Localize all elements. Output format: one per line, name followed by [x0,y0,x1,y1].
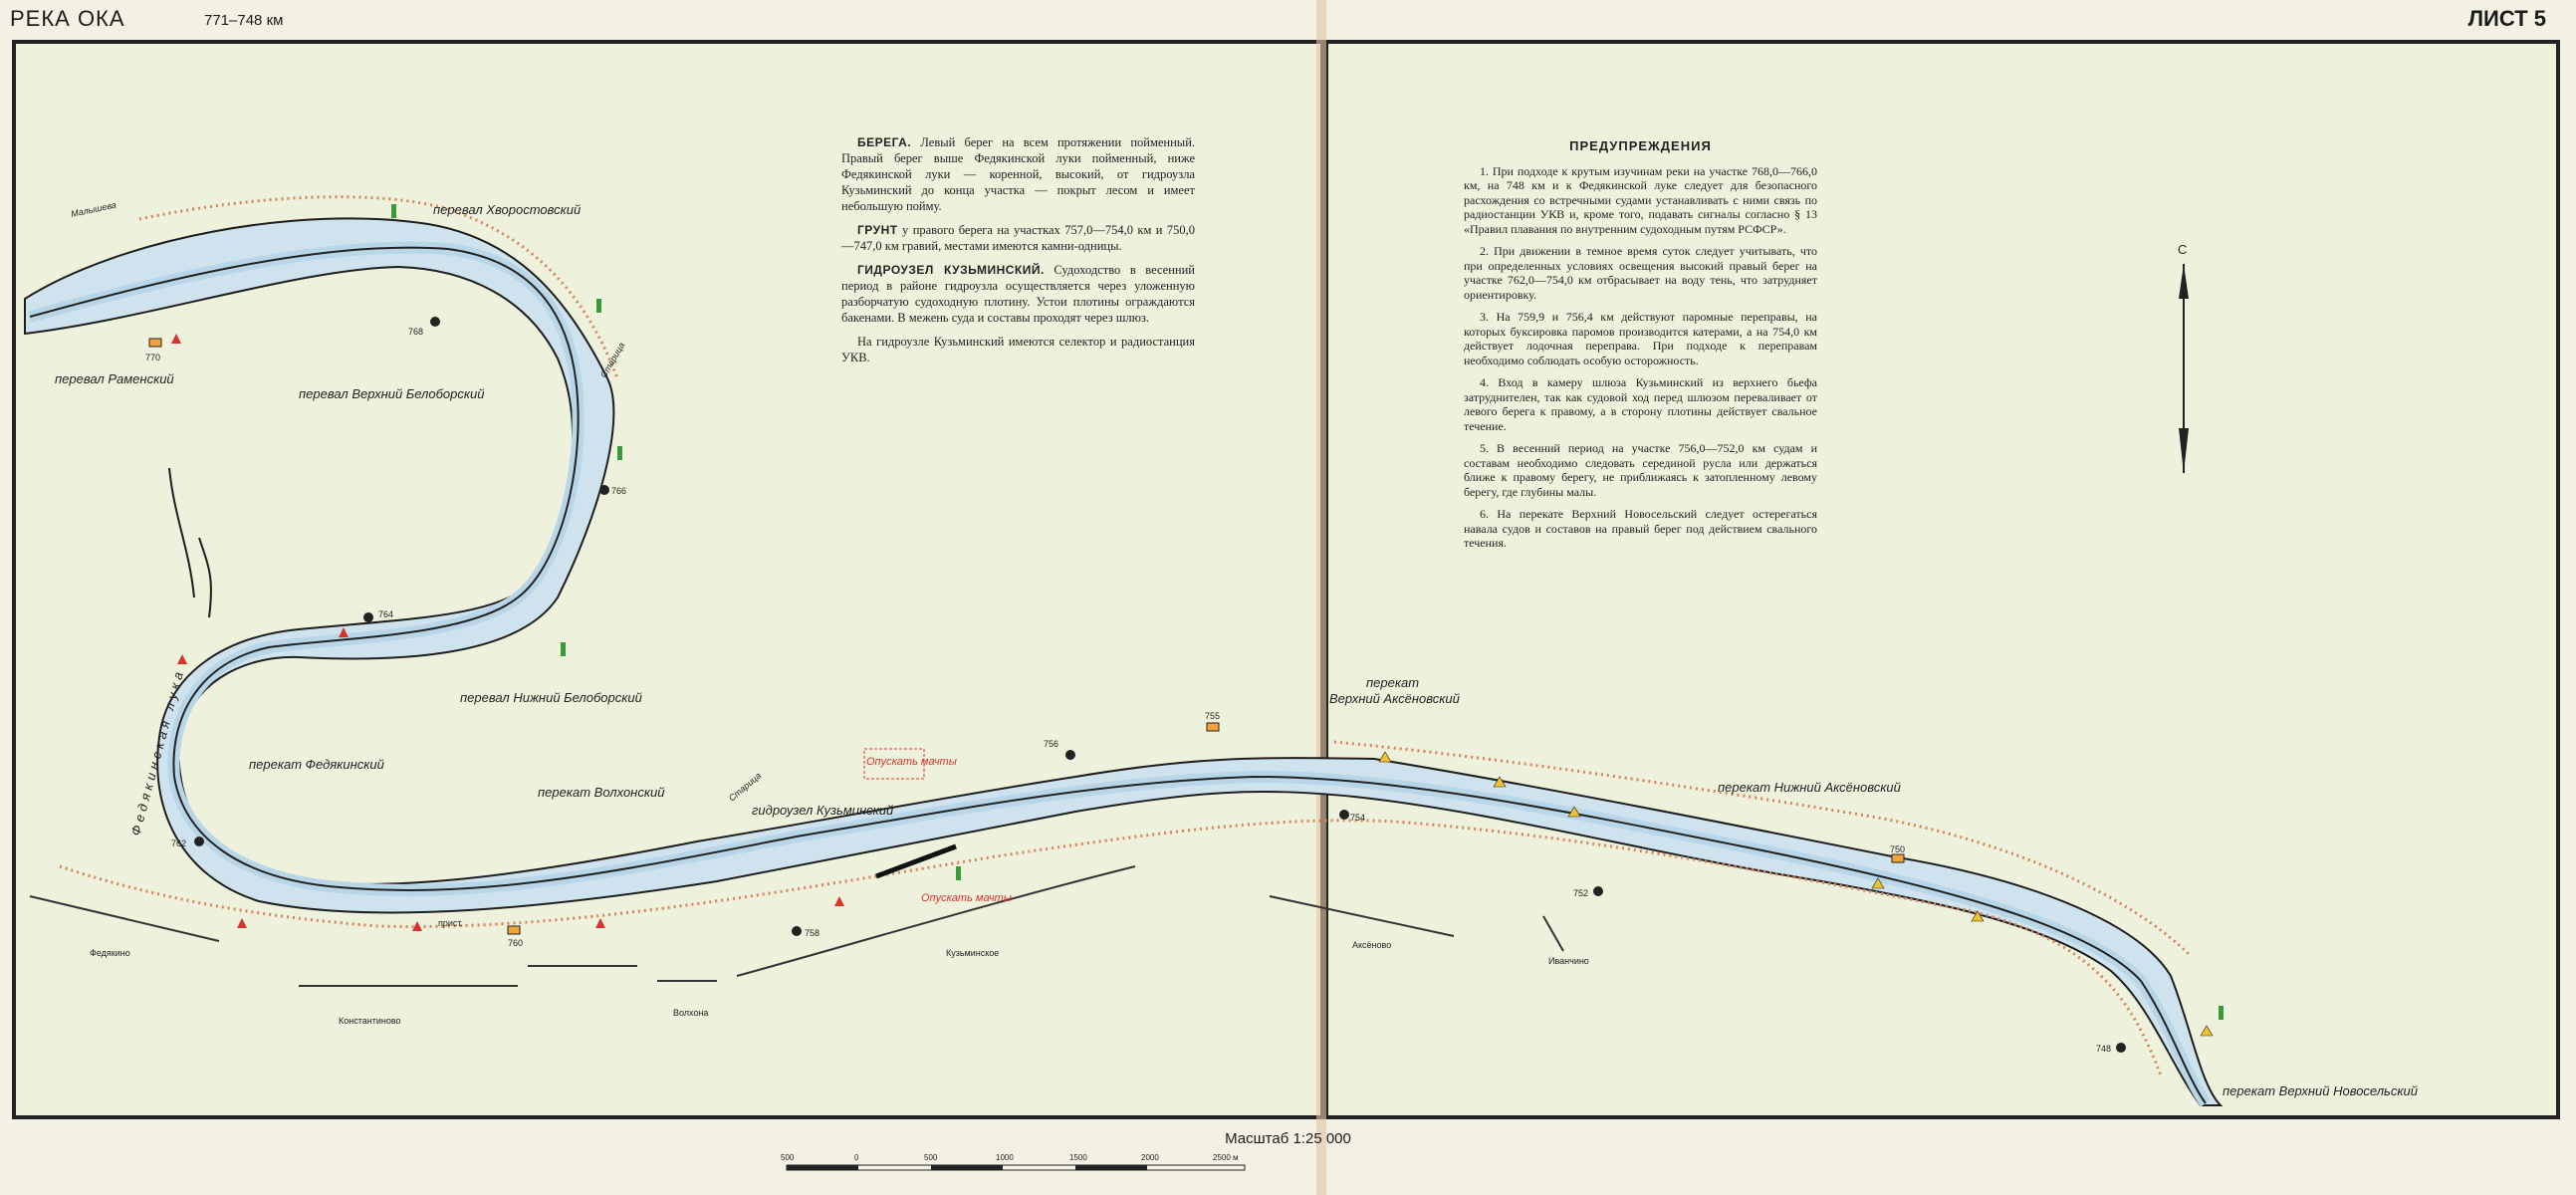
label-hydro-kuzminsky: гидроузел Кузьминский [752,803,894,818]
label-volkhona: Волхона [673,1008,709,1018]
svg-text:500: 500 [781,1153,795,1162]
warning-item: 2. При движении в темное время суток следует учитывать, что при определенных условиях освещения высокий правый берег на участке 762,0—754,0 км отбрасывает на воду тень, что затрудняет ориентировку. [1464,244,1817,302]
svg-text:2500 м: 2500 м [1213,1153,1239,1162]
hydro-text: Судоходство в весенний период в районе гидроузла осуществляется через уложенную разборчатую судоходную плотину. Устои плотины ограждаются бакенами. В межень суда и составы проходят через шлюз. [841,263,1195,325]
page-fold [1316,0,1326,1195]
notes-left [841,134,1195,373]
north-label: С [2178,242,2188,257]
label-aksenovo: Аксёново [1352,940,1392,950]
sailing-route [30,248,2206,1103]
banks-text: Левый берег на всем протяжении пойменный. Правый берег выше Федякинской луки пойменный, ниже Федякинской луки — коренной, высокий, от гидроузла Кузьминский до конца участка — покрыт лесом и имеет небольшую пойму. [841,135,1196,213]
km-marker [408,317,440,337]
label-ramensky: перевал Раменский [55,371,174,386]
ground-text: у правого берега на участках 757,0—754,0 км и 750,0—747,0 км гравий, местами имеются камни-одницы. [841,223,1195,253]
svg-text:2000: 2000 [1141,1153,1159,1162]
km-marker [145,339,161,362]
warning-item: 1. При подходе к крутым изучинам реки на участке 768,0—766,0 км, на 748 км и к Федякинской луке следует для безопасного расхождения со встречными судами устанавливать с ними связь по радиостанции УКВ и, кроме того, подавать сигналы согласно § 13 «Правил плавания по внутренним судоходным путям РСФСР». [1464,163,1817,236]
banks-title: БЕРЕГА. [857,135,912,149]
km-marker [2096,1043,2126,1054]
svg-text:758: 758 [805,928,820,938]
navigation-channel [30,248,2206,1103]
label-v-beloborsky: перевал Верхний Белоборский [299,386,485,401]
label-v-aksenovsky-2: Верхний Аксёновский [1329,691,1460,706]
warning-item: 6. На перекате Верхний Новосельский следует остерегаться навала судов и составов на правый берег под действием свального течения. [1464,507,1817,550]
svg-text:750: 750 [1890,844,1906,854]
svg-text:755: 755 [1205,711,1221,721]
svg-text:756: 756 [1044,739,1059,749]
svg-text:762: 762 [171,838,187,848]
svg-text:752: 752 [1573,888,1589,898]
km-marker [599,485,626,496]
label-n-beloborsky: перевал Нижний Белоборский [460,690,642,705]
label-malyshevo: Малышева [70,199,117,219]
svg-text:748: 748 [2096,1044,2112,1054]
label-konstantinovo: Константиново [339,1016,401,1026]
label-ivanchino: Иванчино [1548,956,1589,966]
label-opuskat-machty-2: Опускать мачты [921,892,1012,904]
oxbow-staritsa [169,468,211,617]
label-staritsa-1: Старица [598,341,627,379]
sheet-number: ЛИСТ 5 [2467,6,2546,31]
km-marker [1044,739,1075,760]
label-kuzminskoe: Кузьминское [946,948,1000,958]
svg-text:500: 500 [924,1153,938,1162]
svg-text:770: 770 [145,353,161,362]
km-marker [1890,844,1905,862]
river-title: РЕКА ОКА [10,6,125,31]
scale-label: Масштаб 1:25 000 [1225,1130,1351,1147]
label-prist: прист. [438,918,464,928]
warnings-title: ПРЕДУПРЕЖДЕНИЯ [1569,138,1712,153]
svg-text:764: 764 [378,609,394,619]
label-fedyakinskaya-luka: Федякинская лука [127,666,187,837]
label-v-novoselsky: перекат Верхний Новосельский [2223,1083,2418,1098]
label-v-aksenovsky-1: перекат [1366,675,1420,690]
warning-item: 5. В весенний период на участке 756,0—752,0 км судам и составам необходимо следовать серединой русла или держаться ближе к правому берегу, не приближаясь к затопленному левому берегу, где глубины малы. [1464,441,1817,499]
svg-text:754: 754 [1350,813,1366,823]
km-marker [1205,711,1220,731]
dam-kuzminsky [876,846,956,876]
km-marker [1573,886,1603,898]
warnings [1464,139,1817,559]
warning-item: 3. На 759,9 и 756,4 км действуют паромные переправы, на которых буксировка паромов производится катерами, а на 754,0 км действует лодочная переправа. При подходе к переправам необходимо соблюдать особую осторожность. [1464,310,1817,367]
hydro-text2: На гидроузле Кузьминский имеются селектор и радиостанция УКВ. [841,335,1195,364]
label-fedyakinsky: перекат Федякинский [249,757,384,772]
km-marker [508,926,523,948]
label-n-aksenovsky: перекат Нижний Аксёновский [1718,780,1901,795]
svg-text:1000: 1000 [996,1153,1014,1162]
svg-text:760: 760 [508,938,524,948]
km-range: 771–748 км [204,12,284,29]
svg-text:1500: 1500 [1069,1153,1087,1162]
warning-item: 4. Вход в камеру шлюза Кузьминский из верхнего бьефа затруднителен, так как судовой ход перед шлюзом переваливает от левого берега к правому, а в сторону плотины действует свальное течение. [1464,375,1817,433]
scale-bar [781,1153,1245,1170]
hydro-title: ГИДРОУЗЕЛ КУЗЬМИНСКИЙ. [857,263,1045,277]
svg-text:766: 766 [611,486,627,496]
label-volkhonsky: перекат Волхонский [538,785,665,800]
svg-text:768: 768 [408,327,424,337]
svg-text:0: 0 [854,1153,859,1162]
ground-title: ГРУНТ [857,223,898,237]
label-staritsa-2: Старица [726,770,764,804]
label-opuskat-machty-1: Опускать мачты [866,756,957,768]
km-marker [792,926,820,938]
label-fedyakino: Федякино [90,948,130,958]
north-arrow [2178,242,2189,473]
label-khvorostovsky: перевал Хворостовский [433,202,582,217]
